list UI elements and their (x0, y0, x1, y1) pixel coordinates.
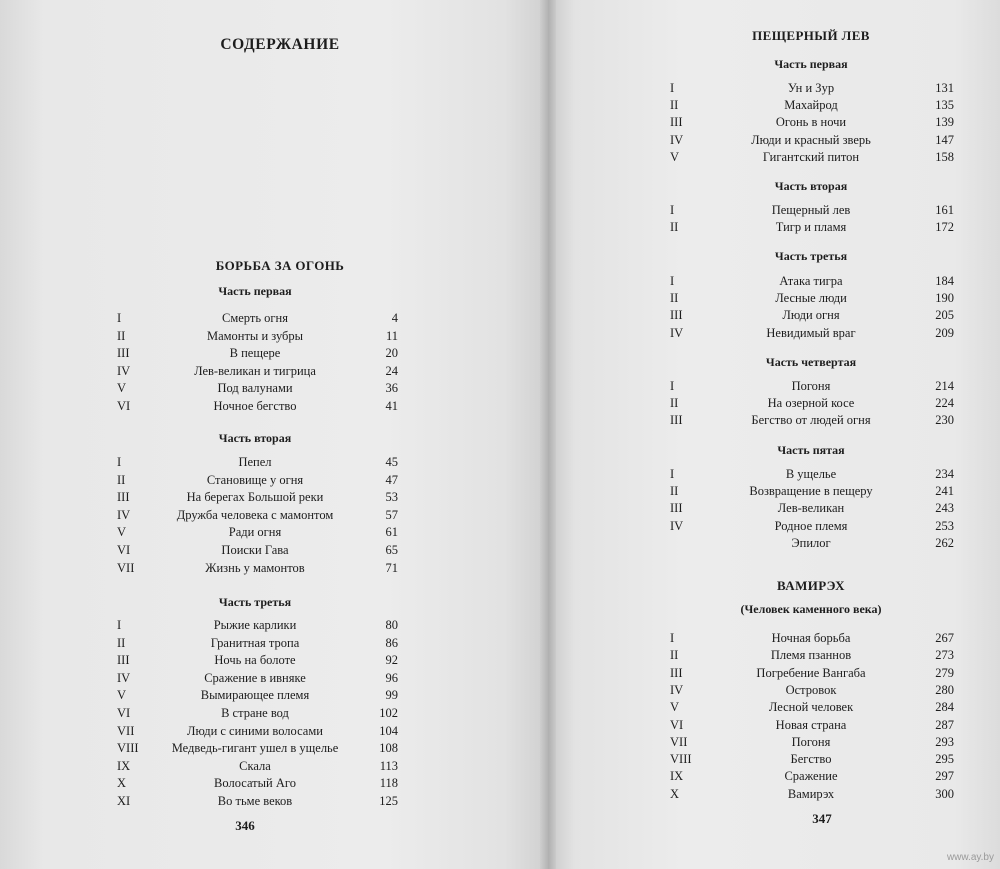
chapter-page-number: 65 (385, 543, 398, 557)
part-title: Часть вторая (218, 431, 292, 445)
chapter-page-number: 300 (935, 786, 954, 801)
toc-entry (0, 290, 1000, 307)
chapter-title: Погоня (791, 379, 831, 393)
chapter-number: X (670, 786, 680, 801)
chapter-page-number: 47 (385, 472, 398, 487)
chapter-page-number: 253 (935, 518, 954, 533)
chapter-number: VI (670, 717, 684, 732)
chapter-page-number: 125 (379, 794, 398, 808)
chapter-page-number: 24 (385, 363, 398, 378)
chapter-page-number: 234 (935, 467, 954, 481)
chapter-page-number: 53 (385, 490, 398, 505)
chapter-number: II (670, 484, 679, 499)
chapter-title: Люди огня (782, 308, 840, 323)
chapter-number: I (670, 631, 675, 645)
chapter-number: I (117, 455, 122, 469)
book-title-fight-for-fire: БОРЬБА ЗА ОГОНЬ (215, 258, 345, 273)
chapter-page-number: 273 (935, 648, 954, 663)
chapter-page-number: 280 (935, 682, 954, 697)
chapter-page-number: 57 (385, 507, 398, 522)
chapter-title: Огонь в ночи (775, 115, 847, 130)
chapter-number: VII (117, 723, 135, 738)
chapter-page-number: 158 (935, 149, 954, 164)
chapter-title: Ун и Зур (787, 81, 835, 95)
toc-entry (0, 97, 1000, 114)
chapter-page-number: 92 (385, 653, 398, 668)
toc-entry (0, 202, 1000, 219)
chapter-number: VI (117, 543, 131, 557)
chapter-title: Гранитная тропа (210, 635, 300, 650)
chapter-number: I (670, 81, 675, 95)
toc-entry (0, 412, 1000, 429)
chapter-number: IV (117, 670, 131, 685)
chapter-number: VIII (670, 752, 692, 767)
part-title: Часть пятая (777, 443, 845, 457)
chapter-title: В пещере (229, 346, 281, 361)
chapter-page-number: 41 (385, 399, 398, 413)
chapter-title: Погребение Вангаба (756, 665, 866, 680)
chapter-page-number: 45 (385, 455, 398, 469)
chapter-page-number: 161 (935, 203, 954, 217)
chapter-page-number: 209 (935, 325, 954, 340)
chapter-number: IV (670, 518, 684, 533)
chapter-page-number: 190 (935, 291, 954, 306)
chapter-title: Смерть огня (222, 311, 288, 325)
toc-entry (0, 466, 1000, 483)
chapter-page-number: 102 (379, 706, 398, 720)
chapter-number: II (670, 98, 679, 113)
toc-entry (0, 149, 1000, 166)
chapter-page-number: 172 (935, 220, 954, 235)
chapter-number: II (670, 220, 679, 235)
toc-entry (0, 325, 1000, 342)
toc-entry (0, 647, 1000, 664)
chapter-title: Лев-великан и тигрица (194, 363, 316, 378)
contents-heading: СОДЕРЖАНИЕ (220, 36, 340, 53)
chapter-title: Возвращение в пещеру (749, 484, 873, 499)
toc-entry (0, 114, 1000, 131)
chapter-number: III (117, 653, 130, 668)
chapter-number: IV (670, 682, 684, 697)
book-subtitle: (Человек каменного века) (740, 602, 882, 616)
chapter-page-number: 279 (935, 665, 954, 680)
chapter-page-number: 214 (935, 379, 954, 393)
chapter-title: Во тьме веков (217, 794, 293, 808)
toc-entry (0, 682, 1000, 699)
chapter-number: II (117, 472, 126, 487)
chapter-title: Жизнь у мамонтов (205, 560, 305, 575)
chapter-title: Островок (785, 682, 837, 697)
chapter-page-number: 11 (385, 328, 398, 343)
toc-entry (0, 535, 1000, 552)
chapter-title: Скала (239, 758, 271, 773)
chapter-title: Мамонты и зубры (206, 328, 304, 343)
chapter-title: Люди с синими волосами (187, 723, 323, 738)
chapter-title: Родное племя (774, 518, 848, 533)
chapter-number: I (670, 467, 675, 481)
book-title-cave-lion: ПЕЩЕРНЫЙ ЛЕВ (752, 28, 870, 43)
part-title: Часть первая (774, 57, 848, 71)
toc-entry (0, 378, 1000, 395)
toc-entry (0, 630, 1000, 647)
toc-entry (0, 560, 1000, 577)
chapter-page-number: 284 (935, 700, 954, 715)
chapter-number: V (670, 149, 680, 164)
chapter-title: Люди и красный зверь (751, 132, 871, 147)
chapter-page-number: 96 (385, 670, 398, 685)
chapter-number: I (670, 203, 675, 217)
chapter-number: III (670, 501, 683, 516)
chapter-number: V (117, 381, 127, 396)
chapter-number: II (117, 635, 126, 650)
chapter-title: Вымирающее племя (200, 688, 310, 703)
chapter-title: Лесные люди (775, 291, 847, 306)
chapter-page-number: 20 (385, 346, 398, 361)
chapter-title: На берегах Большой реки (186, 490, 324, 505)
toc-entry (0, 132, 1000, 149)
chapter-title: Новая страна (775, 717, 847, 732)
toc-entry (0, 219, 1000, 236)
part-title: Часть четвертая (765, 355, 857, 369)
watermark-text: www.ay.by (946, 852, 994, 863)
chapter-page-number: 4 (391, 311, 398, 325)
chapter-title: Лесной человек (768, 700, 854, 715)
chapter-title: Атака тигра (779, 274, 843, 288)
toc-entry (0, 751, 1000, 768)
chapter-page-number: 131 (935, 81, 954, 95)
chapter-title: Вамирэх (787, 786, 835, 801)
chapter-number: V (670, 700, 680, 715)
toc-entry (0, 518, 1000, 535)
page-number-right: 347 (812, 811, 832, 826)
chapter-number: VIII (117, 741, 139, 756)
chapter-page-number: 104 (379, 723, 398, 738)
chapter-title: Ночь на болоте (214, 653, 296, 668)
chapter-page-number: 108 (379, 741, 398, 756)
chapter-page-number: 113 (379, 758, 398, 773)
chapter-page-number: 135 (935, 98, 954, 113)
toc-entry (0, 734, 1000, 751)
chapter-title: На озерной косе (767, 396, 855, 411)
chapter-page-number: 295 (935, 752, 954, 767)
chapter-page-number: 205 (935, 308, 954, 323)
chapter-number: XI (117, 794, 131, 808)
chapter-number: II (670, 291, 679, 306)
chapter-title: Бегство от людей огня (751, 413, 871, 428)
chapter-number: III (670, 308, 683, 323)
chapter-number: III (670, 665, 683, 680)
chapter-title: Рыжие карлики (213, 618, 297, 632)
chapter-number: II (670, 396, 679, 411)
toc-entry (0, 273, 1000, 290)
chapter-number: I (670, 379, 675, 393)
chapter-page-number: 80 (385, 618, 398, 632)
chapter-title: Ночное бегство (213, 399, 297, 413)
chapter-page-number: 243 (935, 501, 954, 516)
chapter-number: VII (117, 560, 135, 575)
chapter-number: III (117, 490, 130, 505)
chapter-title: Погоня (791, 734, 831, 749)
chapter-title: Пепел (238, 455, 272, 469)
chapter-title: Пещерный лев (771, 203, 851, 217)
chapter-number: IX (117, 758, 131, 773)
chapter-number: IV (670, 132, 684, 147)
chapter-title: Невидимый враг (766, 325, 856, 340)
chapter-number: IV (670, 325, 684, 340)
chapter-page-number: 147 (935, 132, 954, 147)
chapter-number: II (670, 648, 679, 663)
chapter-page-number: 293 (935, 734, 954, 749)
chapter-page-number: 287 (935, 717, 954, 732)
toc-entry (0, 395, 1000, 412)
chapter-number: X (117, 776, 127, 791)
chapter-title: Волосатый Аго (214, 776, 296, 791)
book-title-vamireh: ВАМИРЭХ (777, 578, 845, 593)
toc-entry (0, 80, 1000, 97)
toc-entry (0, 307, 1000, 324)
chapter-number: I (117, 311, 122, 325)
chapter-number: III (670, 115, 683, 130)
part-title: Часть вторая (774, 179, 848, 193)
toc-entry (0, 483, 1000, 500)
chapter-title: Тигр и пламя (775, 220, 847, 235)
chapter-title: Сражение в ивняке (204, 670, 306, 685)
chapter-number: II (117, 328, 126, 343)
part-title: Часть третья (218, 595, 292, 609)
chapter-page-number: 139 (935, 115, 954, 130)
chapter-title: Махайрод (784, 98, 838, 113)
part-title: Часть третья (774, 249, 848, 263)
chapter-page-number: 86 (385, 635, 398, 650)
part-title: Часть первая (218, 284, 292, 298)
chapter-title: В ущелье (785, 467, 837, 481)
chapter-page-number: 71 (385, 560, 398, 575)
chapter-number: V (117, 688, 127, 703)
chapter-number: III (670, 413, 683, 428)
toc-entry (0, 786, 1000, 803)
toc-entry (0, 699, 1000, 716)
chapter-page-number: 184 (935, 274, 954, 288)
chapter-number: IV (117, 507, 131, 522)
chapter-title: Ночная борьба (771, 631, 851, 645)
toc-entry (0, 665, 1000, 682)
chapter-title: Медведь-гигант ушел в ущелье (171, 741, 339, 756)
chapter-title: Лев-великан (777, 501, 845, 516)
chapter-number: III (117, 346, 130, 361)
chapter-number: VI (117, 399, 131, 413)
chapter-number: IV (117, 363, 131, 378)
toc-entry (0, 717, 1000, 734)
chapter-title: Сражение (784, 769, 838, 784)
toc-entry (0, 768, 1000, 785)
chapter-title: Под валунами (217, 381, 293, 396)
chapter-page-number: 36 (385, 381, 398, 396)
chapter-title: Становище у огня (206, 472, 304, 487)
chapter-number: V (117, 525, 127, 540)
chapter-number: VII (670, 734, 688, 749)
toc-entry (0, 500, 1000, 517)
chapter-title: Бегство (790, 752, 832, 767)
chapter-page-number: 297 (935, 769, 954, 784)
chapter-page-number: 118 (379, 776, 398, 791)
chapter-title: Ради огня (228, 525, 282, 540)
chapter-page-number: 267 (935, 631, 954, 645)
chapter-number: I (117, 618, 122, 632)
chapter-title: В стране вод (221, 706, 289, 720)
chapter-page-number: 262 (935, 535, 954, 550)
page-number-left: 346 (235, 818, 255, 833)
chapter-number: I (670, 274, 675, 288)
chapter-title: Дружба человека с мамонтом (176, 507, 334, 522)
chapter-number: IX (670, 769, 684, 784)
chapter-page-number: 230 (935, 413, 954, 428)
chapter-title: Поиски Гава (221, 543, 289, 557)
chapter-page-number: 224 (935, 396, 954, 411)
chapter-title: Племя пзаннов (770, 648, 852, 663)
chapter-page-number: 99 (385, 688, 398, 703)
chapter-title: Гигантский питон (762, 149, 860, 164)
chapter-number: VI (117, 706, 131, 720)
chapter-title: Эпилог (791, 535, 831, 550)
chapter-page-number: 61 (385, 525, 398, 540)
chapter-page-number: 241 (935, 484, 954, 499)
